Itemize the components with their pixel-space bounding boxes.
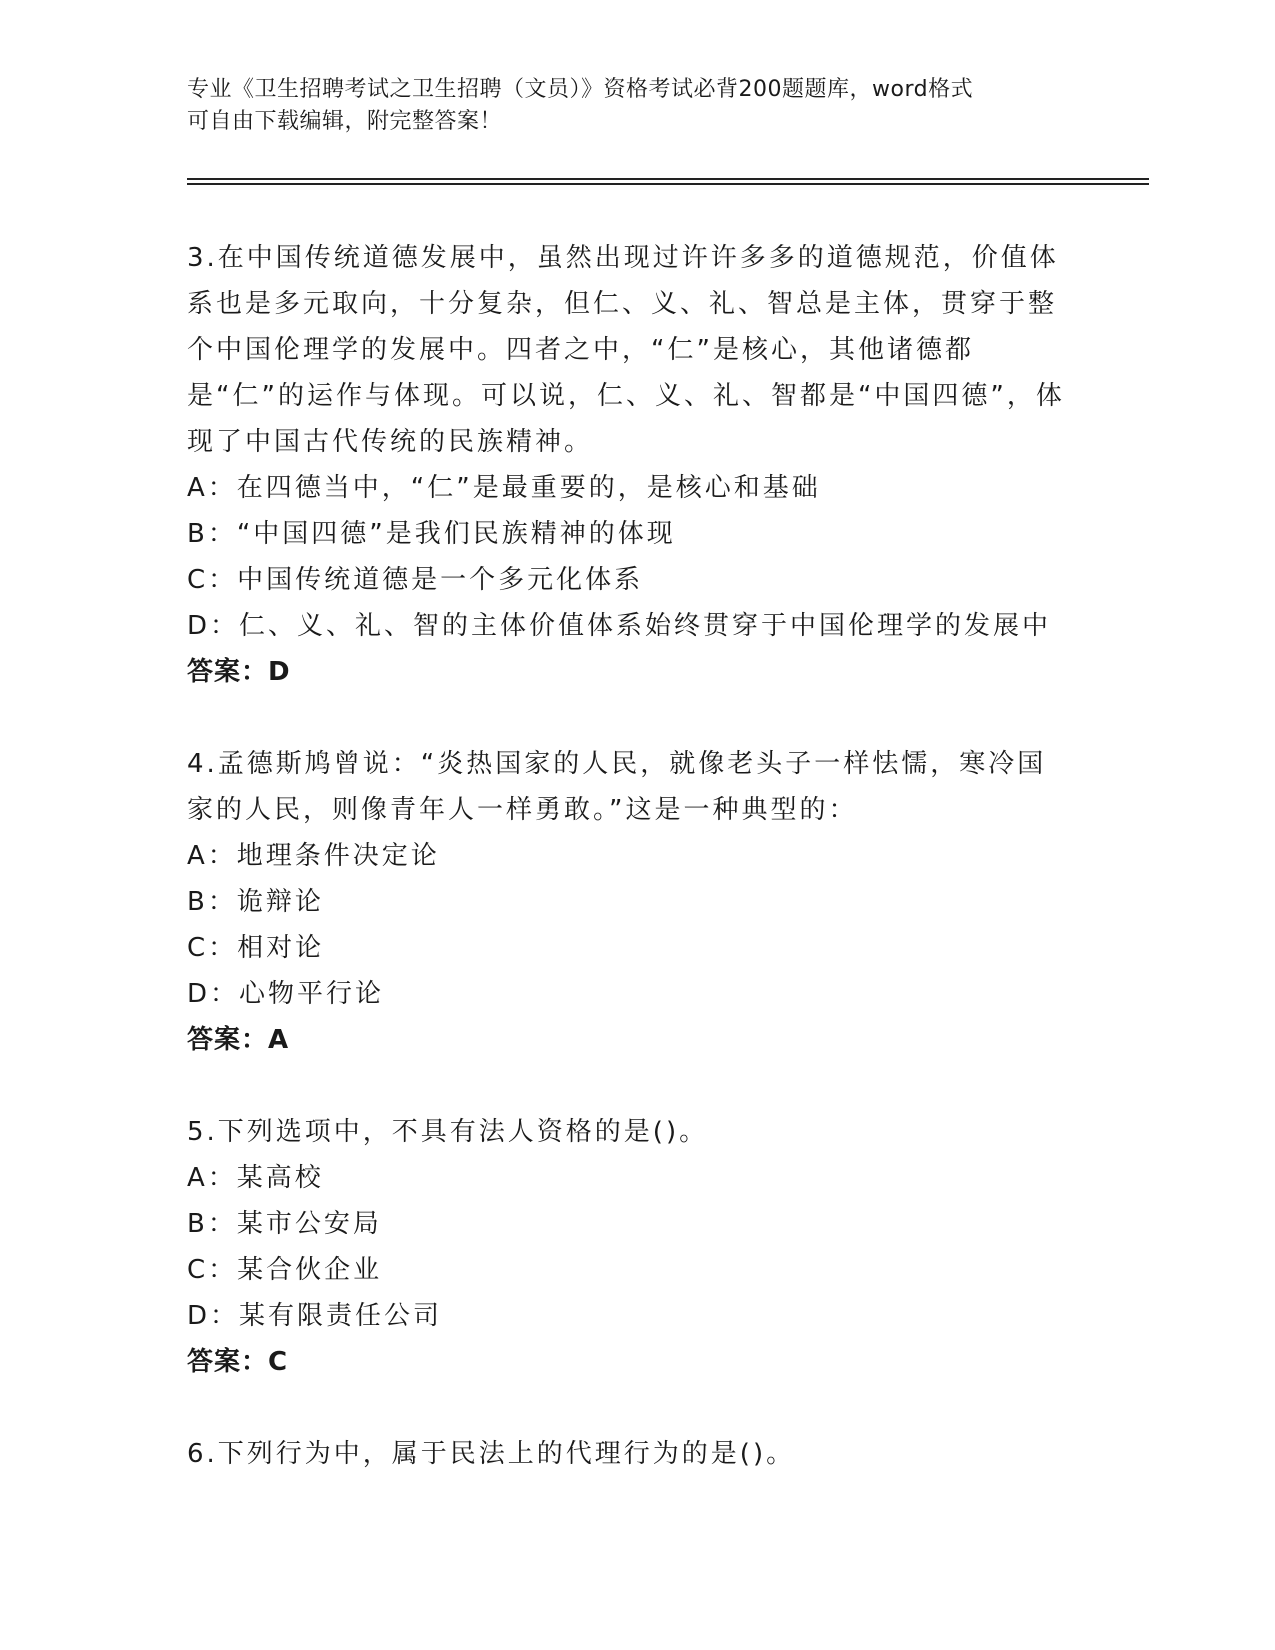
question-5 xyxy=(187,1109,1067,1385)
header-line-1: 专业《卫生招聘考试之卫生招聘（文员）》资格考试必背200题题库，word格式 xyxy=(187,77,974,102)
question-3 xyxy=(187,235,1067,695)
question-stem: 3.在中国传统道德发展中，虽然出现过许许多多的道德规范，价值体系也是多元取向，十分复杂，但仁、义、礼、智总是主体，贯穿于整个中国伦理学的发展中。四者之中，“仁”是核心，其他诸德都是“仁”的运作与体现。可以说，仁、义、礼、智都是“中国四德”，体现了中国古代传统的民族精神。 xyxy=(187,243,1065,457)
option-a: A：在四德当中，“仁”是最重要的，是核心和基础 xyxy=(187,473,821,503)
option-b: B：诡辩论 xyxy=(187,887,324,917)
header-line-2: 可自由下载编辑，附完整答案！ xyxy=(187,109,503,134)
answer: 答案：C xyxy=(187,1347,289,1377)
option-c: C：某合伙企业 xyxy=(187,1255,383,1285)
question-stem: 5.下列选项中，不具有法人资格的是()。 xyxy=(187,1117,709,1147)
question-stem: 6.下列行为中，属于民法上的代理行为的是()。 xyxy=(187,1439,796,1469)
answer: 答案：A xyxy=(187,1025,290,1055)
option-b: B：某市公安局 xyxy=(187,1209,382,1239)
answer: 答案：D xyxy=(187,657,291,687)
option-a: A：某高校 xyxy=(187,1163,324,1193)
option-d: D：某有限责任公司 xyxy=(187,1301,443,1331)
document-header xyxy=(187,74,1067,138)
question-6 xyxy=(187,1431,1067,1477)
header-divider-top xyxy=(187,178,1149,180)
question-list xyxy=(187,235,1067,1523)
option-d: D：仁、义、礼、智的主体价值体系始终贯穿于中国伦理学的发展中 xyxy=(187,611,1052,641)
option-b: B：“中国四德”是我们民族精神的体现 xyxy=(187,519,676,549)
question-stem: 4.孟德斯鸠曾说：“炎热国家的人民，就像老头子一样怯懦，寒冷国家的人民，则像青年人一样勇敢。”这是一种典型的： xyxy=(187,749,1047,825)
option-d: D：心物平行论 xyxy=(187,979,385,1009)
question-4 xyxy=(187,741,1067,1063)
option-c: C：相对论 xyxy=(187,933,325,963)
option-c: C：中国传统道德是一个多元化体系 xyxy=(187,565,644,595)
option-a: A：地理条件决定论 xyxy=(187,841,440,871)
header-divider-bottom xyxy=(187,183,1149,185)
